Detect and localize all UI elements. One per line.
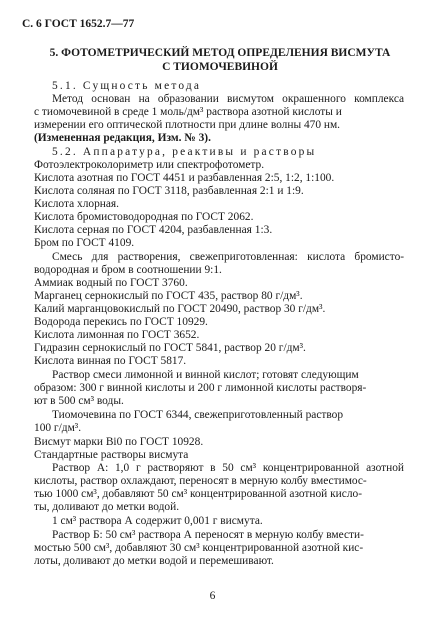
text-line: тью 1000 см³, добавляют 50 см³ концентрированной азотной кисло-: [34, 488, 362, 500]
text-line: Марганец сернокислый по ГОСТ 435, раствор 80 г/дм³.: [34, 290, 303, 302]
page-number: 6: [209, 590, 216, 602]
text-line: Гидразин сернокислый по ГОСТ 5841, раствор 20 г/дм³.: [34, 342, 306, 354]
text-line: Бром по ГОСТ 4109.: [34, 237, 135, 249]
text-line: Раствор смеси лимонной и винной кислот; готовят следующим: [52, 369, 359, 381]
text-line: Тиомочевина по ГОСТ 6344, свежеприготовленный раствор: [52, 409, 344, 421]
text-line: ют в 500 см³ воды.: [34, 395, 124, 407]
text-line: Кислота серная по ГОСТ 4204, разбавленная 1:3.: [34, 224, 273, 236]
text-line: Калий марганцовокислый по ГОСТ 20490, раствор 30 г/дм³.: [34, 303, 326, 315]
text-line: Кислота соляная по ГОСТ 3118, разбавленная 2:1 и 1:9.: [34, 185, 304, 197]
text-line: Водорода перекись по ГОСТ 10929.: [34, 316, 208, 328]
text-line: ты, доливают до метки водой.: [34, 501, 180, 513]
text-line: Стандартные растворы висмута: [34, 449, 189, 461]
text-line: мостью 500 см³, добавляют 30 см³ концентрированной азотной кис-: [34, 542, 364, 554]
text-line: 1 см³ раствора А содержит 0,001 г висмута.: [52, 515, 263, 527]
text-line: Метод основан на образовании висмутом окрашенного комплекса: [52, 93, 405, 105]
text-line: Аммиак водный по ГОСТ 3760.: [34, 277, 188, 289]
text-line: Кислота винная по ГОСТ 5817.: [34, 355, 187, 367]
text-line: Кислота хлорная.: [34, 198, 120, 210]
text-line: образом: 300 г винной кислоты и 200 г лимонной кислоты растворя-: [34, 382, 367, 394]
text-line: с тиомочевиной в среде 1 моль/дм³ раствора азотной кислоты и: [34, 106, 342, 118]
text-line: Фотоэлектроколориметр или спектрофотометр.: [34, 159, 265, 171]
page-header: С. 6 ГОСТ 1652.7—77: [22, 18, 135, 30]
section-title-line-2: С ТИОМОЧЕВИНОЙ: [162, 61, 278, 73]
text-line: Смесь для растворения, свежеприготовленная: кислота бромисто-: [52, 251, 405, 263]
text-line: лоты, доливают до метки водой и перемешивают.: [34, 555, 274, 567]
text-line: (Измененная редакция, Изм. № 3).: [34, 132, 211, 144]
text-line: Кислота азотная по ГОСТ 4451 и разбавленная 2:5, 1:2, 1:100.: [34, 172, 335, 184]
text-line: Кислота лимонная по ГОСТ 3652.: [34, 329, 200, 341]
text-line: 100 г/дм³.: [34, 422, 82, 434]
text-line: 5.2. Аппаратура, реактивы и растворы: [52, 146, 317, 158]
text-line: кислоты, раствор охлаждают, переносят в мерную колбу вместимос-: [34, 475, 367, 487]
text-line: водородная и бром в соотношении 9:1.: [34, 264, 222, 276]
section-title-line-1: 5. ФОТОМЕТРИЧЕСКИЙ МЕТОД ОПРЕДЕЛЕНИЯ ВИСМУТА: [49, 47, 391, 59]
text-line: Раствор А: 1,0 г растворяют в 50 см³ концентрированной азотной: [52, 462, 405, 474]
text-line: 5.1. Сущность метода: [52, 80, 202, 92]
text-line: Раствор Б: 50 см³ раствора А переносят в мерную колбу вмести-: [52, 529, 364, 541]
text-line: измерении его оптической плотности при длине волны 470 нм.: [34, 119, 341, 131]
text-line: Висмут марки Bi0 по ГОСТ 10928.: [34, 436, 204, 448]
text-line: Кислота бромистоводородная по ГОСТ 2062.: [34, 211, 254, 223]
